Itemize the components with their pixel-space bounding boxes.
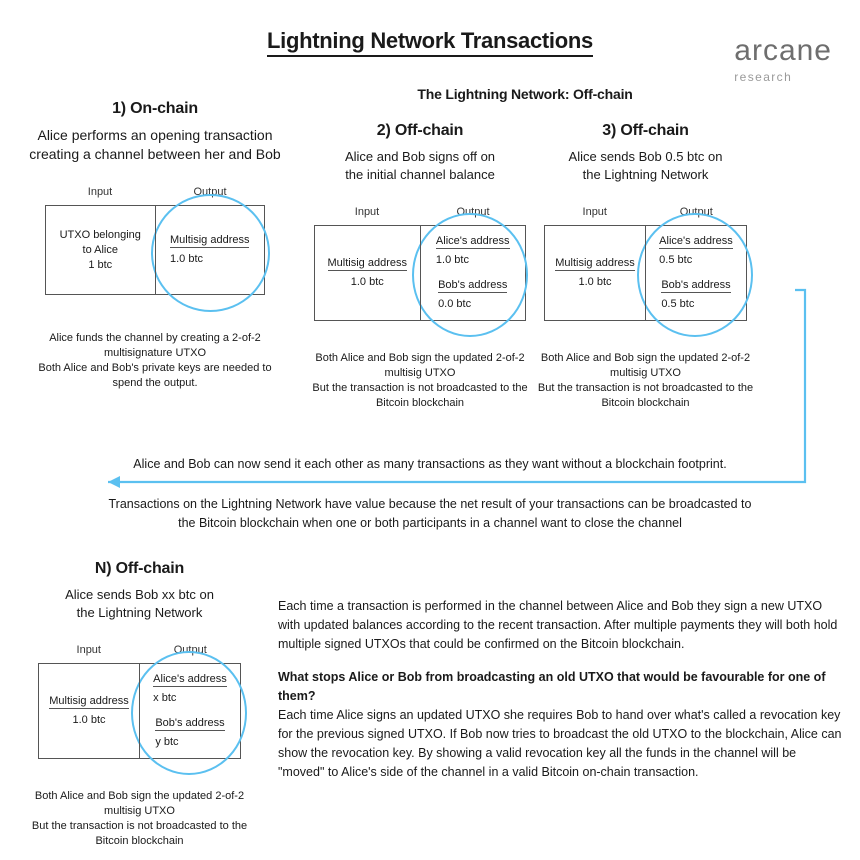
page-title	[0, 28, 860, 54]
panel-n-output-entry-1	[153, 672, 227, 706]
panel-3-subheading	[528, 148, 763, 184]
panel-2-output-label: Output	[456, 206, 490, 218]
panel-3-output-entry-1	[659, 234, 733, 268]
panel-3-transaction-box	[544, 225, 747, 321]
panel-1-input-line1: UTXO belonging	[59, 228, 141, 241]
value-explainer-line1: Transactions on the Lightning Network have value because the net result of your transactions can be broadcasted to	[108, 497, 752, 511]
panel-3-heading: 3) Off-chain	[602, 122, 689, 139]
panel-n-note-line1: Both Alice and Bob sign the updated 2-of-2	[34, 790, 245, 802]
panel-n-transaction-box	[38, 663, 241, 759]
explainer-paragraph-1: Each time a transaction is performed in the channel between Alice and Bob they sign a new UTXO with updated balances according to the recent transaction. After multiple payments they will both hold multiple signed UTXOs that could be confirmed on the Bitcoin blockchain.	[278, 599, 838, 651]
panel-1-output-address-1: Multisig address	[170, 234, 250, 246]
panel-1-output-cell	[156, 206, 265, 294]
panel-3-output-amount-2: 0.5 btc	[661, 298, 695, 310]
panel-1-input-label: Input	[87, 186, 113, 198]
loop-caption: Alice and Bob can now send it each other as many transactions as they want without a blockchain footprint.	[133, 457, 727, 471]
panel-2-output-cell	[421, 226, 526, 320]
explainer-block	[278, 597, 843, 782]
panel-3-note-line2: multisig UTXO	[610, 367, 681, 379]
panel-n-output-address-2: Bob's address	[155, 717, 225, 729]
panel-1-note-line1: Alice funds the channel by creating a 2-of-2	[49, 332, 261, 344]
explainer-question: What stops Alice or Bob from broadcasting an old UTXO that would be favourable for one of them?	[278, 670, 826, 703]
panel-2-input-label: Input	[354, 206, 380, 218]
panel-n-note-line2: multisig UTXO	[104, 805, 175, 817]
panel-3-output-address-2: Bob's address	[661, 279, 731, 291]
panel-2-note-line2: multisig UTXO	[384, 367, 456, 379]
panel-n-output-cell	[140, 664, 240, 758]
panel-3-input-cell	[545, 226, 646, 320]
explainer-spacer	[278, 654, 843, 668]
panel-2-output-address-2: Bob's address	[438, 279, 508, 291]
panel-2-heading: 2) Off-chain	[376, 122, 464, 139]
panel-n-subheading-line1: Alice sends Bob xx btc on	[65, 587, 214, 602]
panel-3-subheading-line2: the Lightning Network	[582, 167, 709, 182]
panel-3-output-amount-1: 0.5 btc	[659, 254, 693, 266]
panel-2-input-cell	[315, 226, 421, 320]
panel-3-note-line1: Both Alice and Bob sign the updated 2-of-2	[540, 352, 751, 364]
panel-n-io-labels	[38, 644, 241, 656]
panel-1-input-cell	[46, 206, 156, 294]
offchain-section-banner: The Lightning Network: Off-chain	[417, 86, 633, 102]
brand-tagline: research	[734, 70, 793, 84]
panel-n-input-line1: Multisig address	[49, 695, 129, 707]
panel-1-output-label: Output	[193, 186, 227, 198]
panel-2-subheading-line2: the initial channel balance	[345, 167, 495, 182]
panel-2-subheading-line1: Alice and Bob signs off on	[344, 149, 496, 164]
panel-2-input-line1: Multisig address	[327, 257, 407, 269]
panel-3-output-label: Output	[679, 206, 713, 218]
value-explainer-line2: the Bitcoin blockchain when one or both participants in a channel want to close the channel	[178, 516, 682, 530]
panel-1-subheading-line2: creating a channel between her and Bob	[29, 146, 281, 162]
panel-3-output-cell	[646, 226, 746, 320]
panel-2-input-line2: 1.0 btc	[350, 276, 384, 288]
panel-3-subheading-line1: Alice sends Bob 0.5 btc on	[568, 149, 723, 164]
value-explainer	[60, 495, 800, 533]
panel-1-io-labels	[45, 186, 265, 198]
panel-1-subheading	[10, 126, 300, 164]
panel-3-note-line4: Bitcoin blockchain	[601, 397, 690, 409]
panel-3-output-address-1: Alice's address	[659, 235, 733, 247]
panel-2-transaction-box	[314, 225, 526, 321]
panel-n-output-amount-2: y btc	[155, 736, 179, 748]
panel-1-note-line3: Both Alice and Bob's private keys are needed to	[38, 362, 272, 374]
panel-n-offchain	[22, 560, 257, 849]
brand-name: arcane	[734, 34, 832, 67]
panel-3-input-line1: Multisig address	[555, 257, 635, 269]
panel-2-note-line4: Bitcoin blockchain	[375, 397, 465, 409]
explainer-paragraph-2: Each time Alice signs an updated UTXO she requires Bob to hand over what's called a revocation key for the previous signed UTXO. If Bob now tries to broadcast the old UTXO to the blockchain, Alice can show the revocation key. By showing a valid revocation key all the funds in the channel will be "moved" to Alice's side of the channel in a valid Bitcoin on-chain transaction.	[278, 708, 842, 779]
panel-3-io-labels	[544, 206, 747, 218]
panel-n-output-entry-2	[155, 716, 224, 750]
panel-n-input-cell	[39, 664, 140, 758]
panel-n-note	[22, 789, 257, 849]
brand-logo	[734, 36, 832, 84]
panel-2-subheading	[300, 148, 540, 184]
panel-2-output-amount-1: 1.0 btc	[435, 254, 469, 266]
panel-1-input-line3: 1 btc	[88, 258, 113, 271]
panel-2-note-line1: Both Alice and Bob sign the updated 2-of-2	[315, 352, 525, 364]
panel-1-note-line2: multisignature UTXO	[103, 347, 207, 359]
panel-2-output-entry-2	[438, 278, 507, 312]
page-title-text: Lightning Network Transactions	[267, 28, 593, 57]
panel-2-note-line3: But the transaction is not broadcasted to the	[312, 382, 528, 394]
panel-3-input-line2: 1.0 btc	[578, 276, 612, 288]
panel-1-transaction-box	[45, 205, 265, 295]
panel-2-output-address-1: Alice's address	[435, 235, 510, 247]
panel-3-note-line3: But the transaction is not broadcasted to the	[537, 382, 754, 394]
panel-1-heading: 1) On-chain	[112, 100, 198, 117]
panel-3-output-entry-2	[661, 278, 730, 312]
panel-1-output-amount-1: 1.0 btc	[170, 253, 204, 265]
panel-n-heading: N) Off-chain	[94, 560, 185, 577]
panel-1-output-entry-1	[170, 233, 249, 267]
panel-n-note-line3: But the transaction is not broadcasted to the	[31, 820, 248, 832]
panel-2-output-amount-2: 0.0 btc	[438, 298, 472, 310]
panel-n-subheading	[22, 586, 257, 622]
panel-n-input-label: Input	[76, 644, 101, 656]
panel-2-output-entry-1	[436, 234, 510, 268]
panel-n-note-line4: Bitcoin blockchain	[95, 835, 184, 847]
panel-1-input-line2: to Alice	[82, 243, 118, 256]
panel-3-input-label: Input	[582, 206, 607, 218]
panel-n-input-line2: 1.0 btc	[72, 714, 106, 726]
panel-2-io-labels	[314, 206, 526, 218]
panel-1-subheading-line1: Alice performs an opening transaction	[37, 127, 273, 143]
panel-n-subheading-line2: the Lightning Network	[76, 605, 203, 620]
panel-n-output-address-1: Alice's address	[153, 673, 227, 685]
panel-n-output-label: Output	[173, 644, 207, 656]
panel-n-output-amount-1: x btc	[153, 692, 177, 704]
panel-1-note-line4: spend the output.	[112, 377, 198, 389]
